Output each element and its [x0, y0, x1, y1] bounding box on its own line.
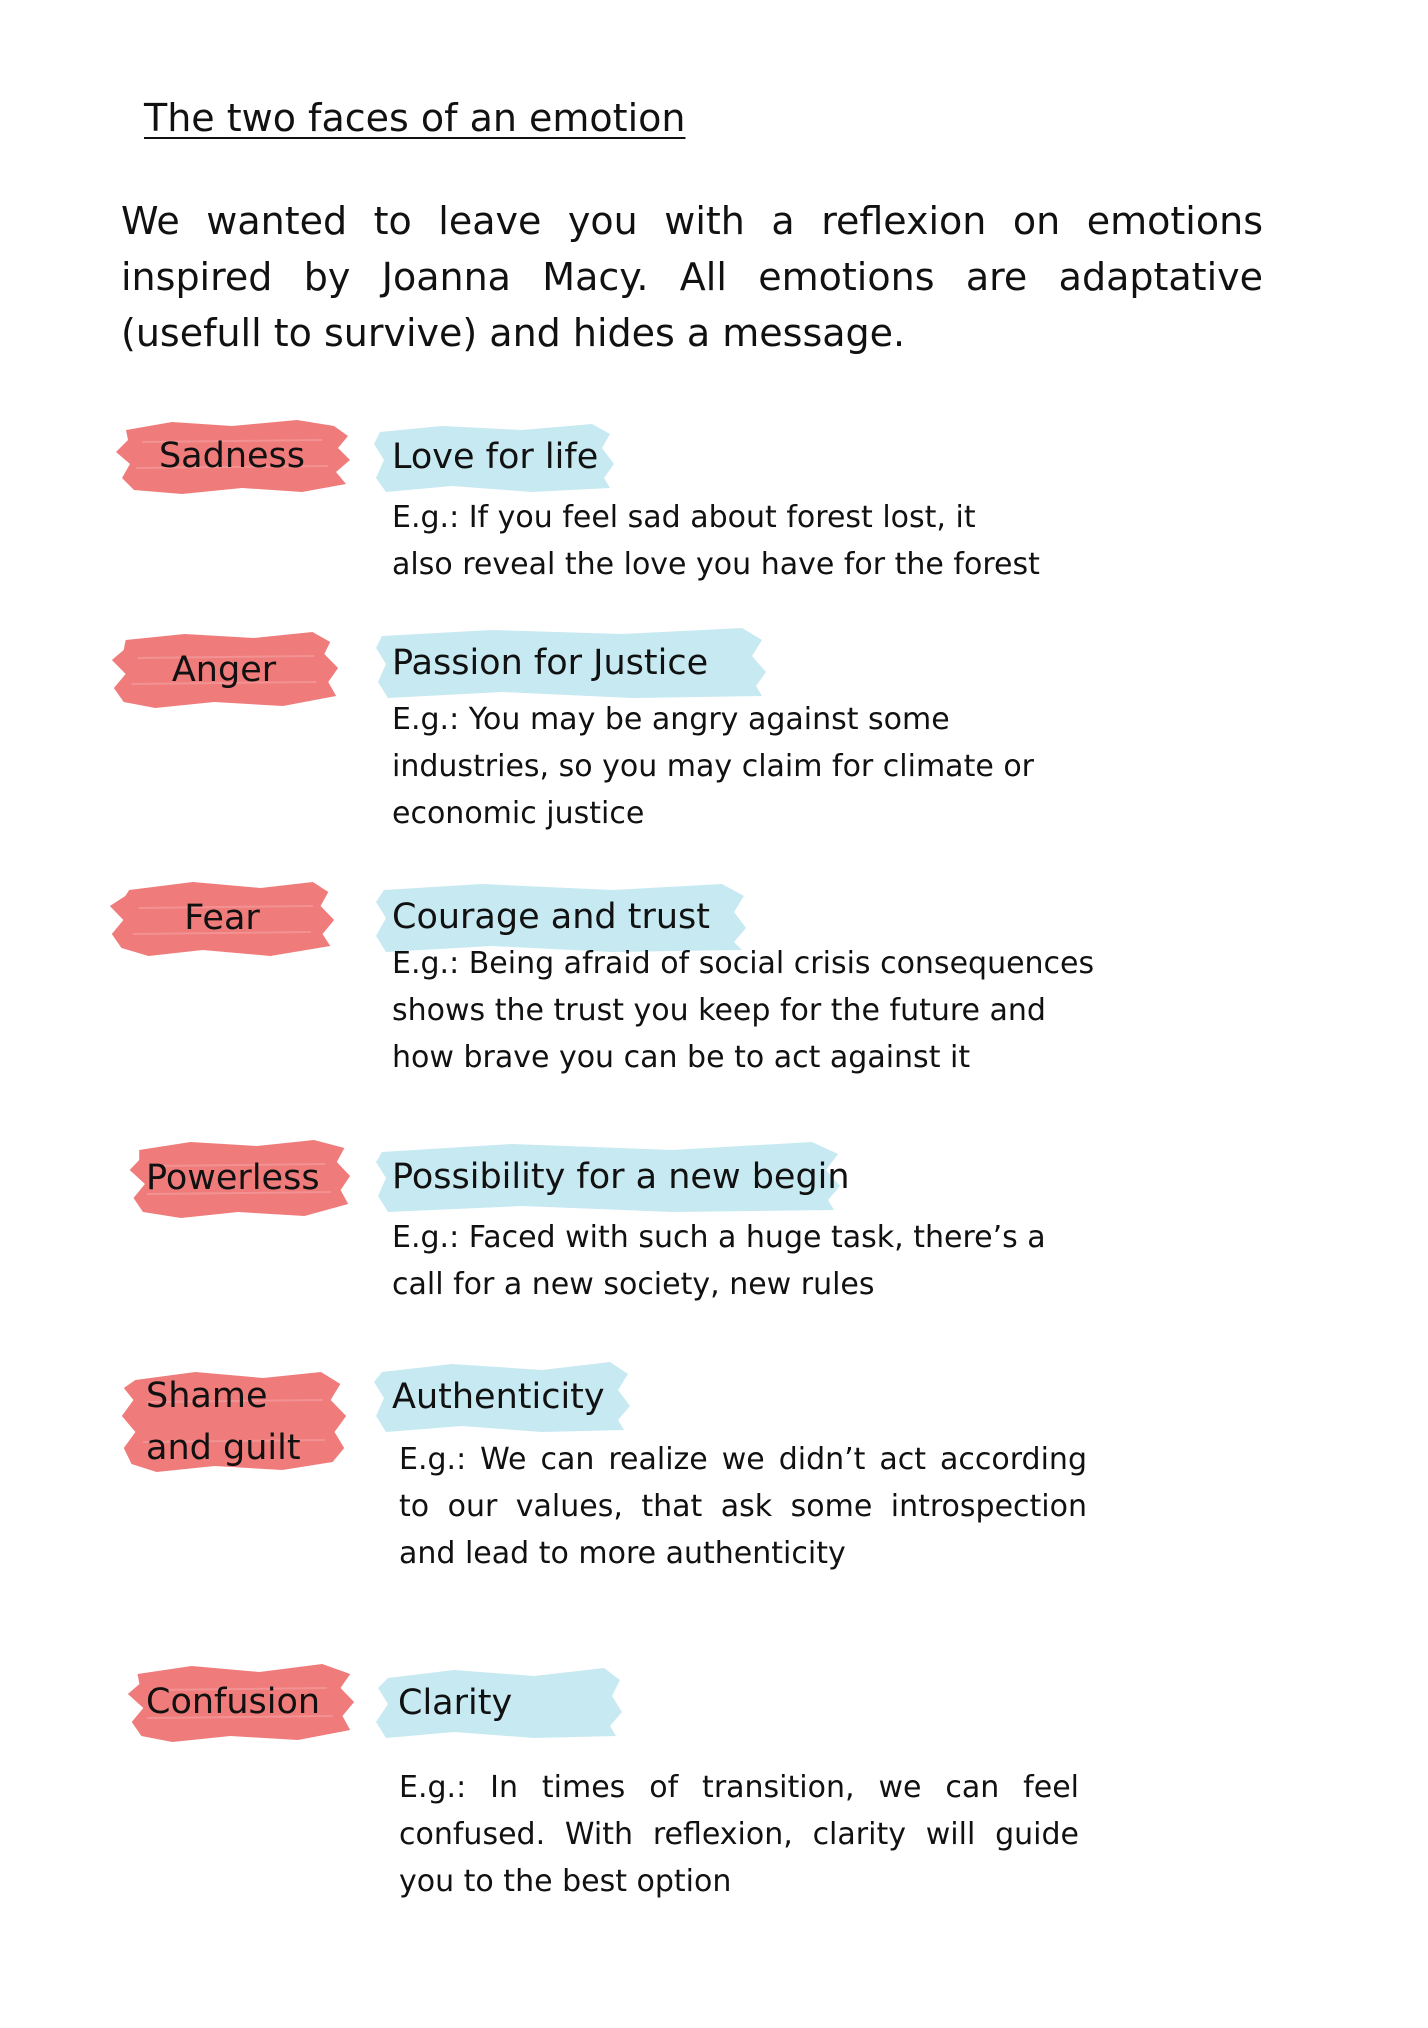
emotion-label: Confusion	[146, 1682, 321, 1722]
message-tag	[372, 626, 768, 700]
message-title: Authenticity	[392, 1377, 605, 1417]
example-text: E.g.: Being afraid of social crisis consequences shows the trust you keep for the future and how brave you can be to act against it	[392, 946, 1095, 1075]
emotion-tag	[118, 1366, 350, 1478]
emotion-label: Fear	[184, 898, 260, 938]
emotion-label: Powerless	[146, 1158, 320, 1198]
message-tag	[372, 1360, 632, 1434]
emotion-label: Anger	[171, 650, 277, 690]
message-tag	[372, 1140, 850, 1214]
emotion-tag	[106, 876, 338, 960]
example-text: E.g.: Faced with such a huge task, there’s a call for a new society, new rules	[392, 1220, 1046, 1302]
message-title: Possibility for a new begin	[392, 1157, 850, 1197]
example-text: E.g.: We can realize we didn’t act according to our values, that ask some introspection and lead to more authenticity	[399, 1442, 1087, 1571]
emotion-tag	[112, 414, 352, 498]
emotion-label: Sadness	[158, 436, 306, 476]
message-title: Passion for Justice	[392, 643, 709, 683]
emotion-tag	[106, 628, 342, 712]
message-title: Love for life	[392, 437, 599, 477]
emotion-label: Shame and guilt	[146, 1376, 301, 1468]
example-text: E.g.: You may be angry against some industries, so you may claim for climate or economic justice	[392, 702, 1035, 831]
example-text: E.g.: If you feel sad about forest lost, it also reveal the love you have for the forest	[392, 500, 1040, 582]
message-title: Clarity	[398, 1683, 513, 1723]
intro-paragraph: We wanted to leave you with a reflexion on emotions inspired by Joanna Macy. All emotions are adaptative (usefull to survive) and hides a message.	[121, 199, 1263, 355]
message-tag	[372, 420, 616, 494]
example-text: E.g.: In times of transition, we can feel confused. With reflexion, clarity will guide you to the best option	[399, 1770, 1079, 1899]
emotion-tag	[124, 1136, 352, 1220]
emotion-tag	[124, 1660, 356, 1744]
message-title: Courage and trust	[392, 897, 710, 937]
page-title: The two faces of an emotion	[144, 96, 686, 140]
message-tag	[374, 1666, 624, 1740]
